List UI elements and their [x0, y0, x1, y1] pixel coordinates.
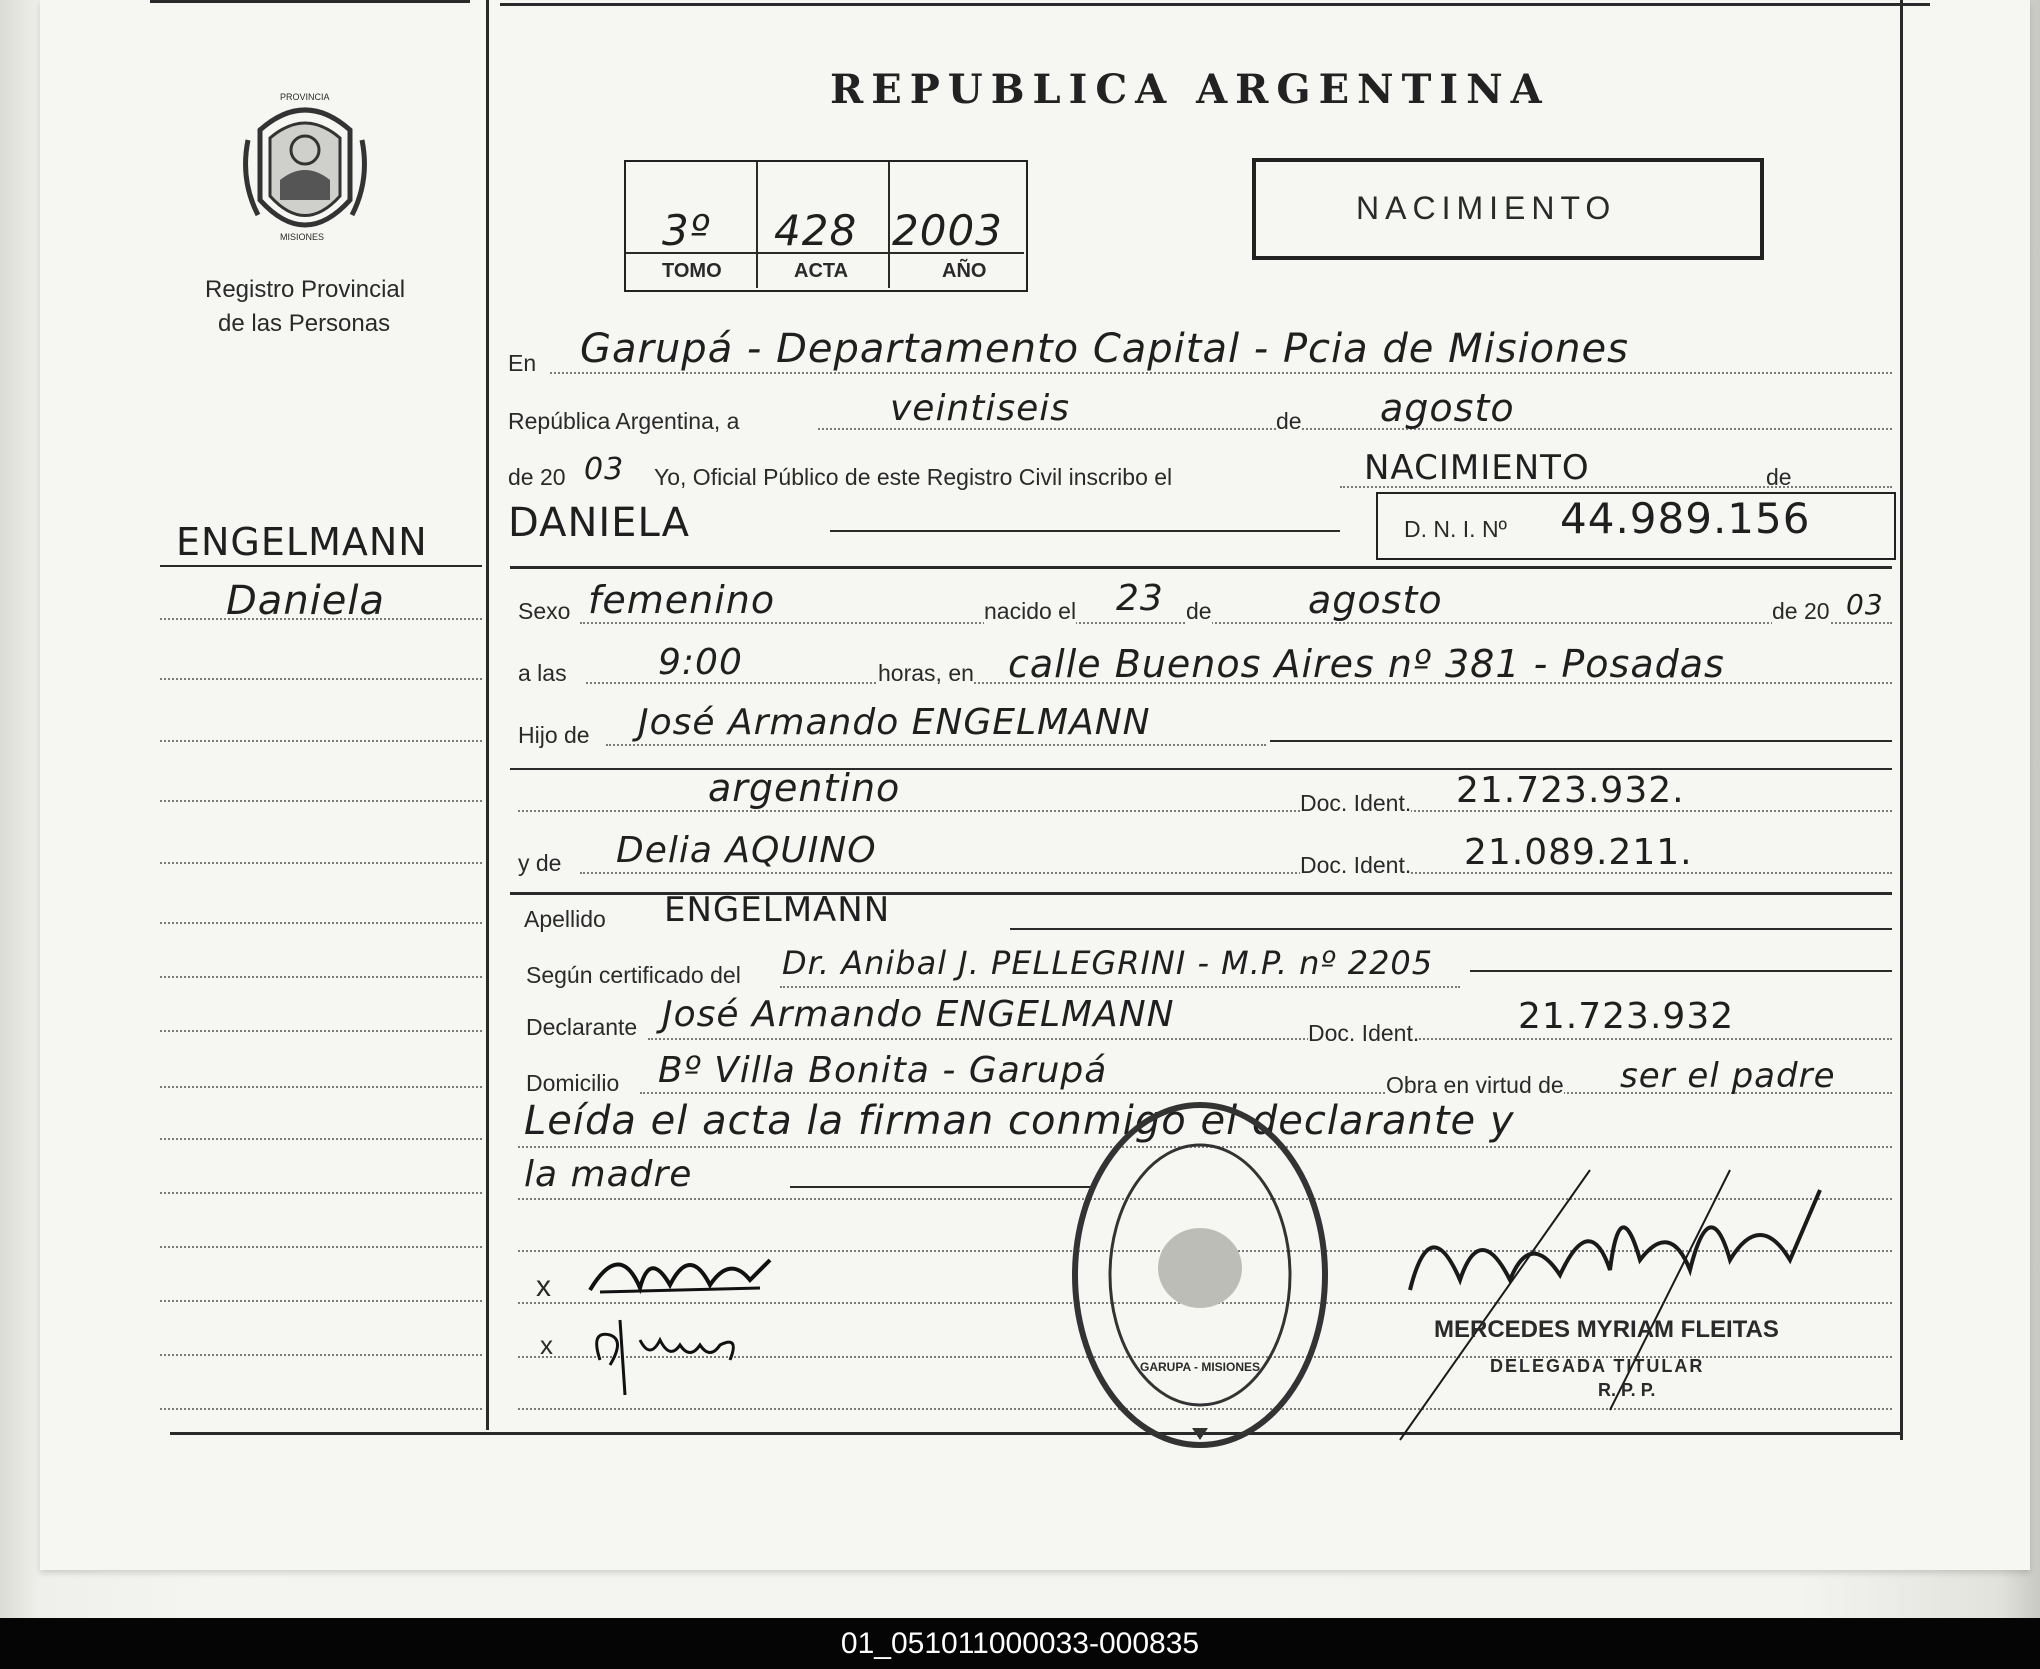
child-name-rule: [830, 530, 1340, 532]
birth-month: agosto: [1308, 578, 1443, 622]
row-dotted-line: [518, 810, 1892, 812]
margin-dotted-rule: [160, 976, 482, 978]
y-de-label: y de: [518, 850, 562, 876]
acta-label: ACTA: [794, 260, 849, 282]
signature-x-2: x: [540, 1330, 553, 1360]
yo-text: Yo, Oficial Público de este Registro Civil inscribo el: [654, 464, 1173, 490]
officer-name: MERCEDES MYRIAM FLEITAS: [1434, 1316, 1779, 1343]
birth-year-prefix: de 20: [1772, 598, 1830, 624]
birth-year-hand: 03: [1846, 588, 1884, 621]
row-dotted-line: [550, 372, 1892, 374]
margin-dotted-rule: [160, 1138, 482, 1140]
obra-label: Obra en virtud de: [1386, 1072, 1564, 1098]
margin-dotted-rule: [160, 1246, 482, 1248]
signature-x-1: x: [536, 1270, 551, 1303]
day-words: veintiseis: [890, 388, 1071, 429]
registry-seal: [1060, 1090, 1340, 1460]
row-dotted-line: [606, 744, 1266, 746]
certificate-sheet: [40, 0, 2030, 1570]
birth-place: calle Buenos Aires nº 381 - Posadas: [1008, 642, 1725, 686]
apellido-value: ENGELMANN: [664, 890, 891, 930]
domicilio-label: Domicilio: [526, 1070, 620, 1096]
month-value: agosto: [1380, 386, 1515, 430]
tomo-value: 3º: [662, 206, 711, 255]
record-box-divider-2: [888, 162, 890, 288]
declarante-value: José Armando ENGELMANN: [662, 994, 1175, 1035]
declarante-doc-label: Doc. Ident.: [1308, 1020, 1420, 1046]
anio-label: AÑO: [942, 260, 987, 282]
dni-label: D. N. I. Nº: [1404, 516, 1507, 542]
margin-dotted-rule: [160, 1192, 482, 1194]
anio-value: 2003: [892, 206, 1003, 255]
margin-dotted-rule: [160, 1086, 482, 1088]
margin-dotted-rule: [160, 1300, 482, 1302]
margin-dotted-rule: [160, 800, 482, 802]
horas-label: horas, en: [878, 660, 974, 686]
republica-label: República Argentina, a: [508, 408, 740, 434]
margin-dotted-rule: [160, 1354, 482, 1356]
row-dotted-line: [1340, 486, 1892, 488]
mother-signature: [580, 1300, 810, 1410]
father-nationality: argentino: [708, 766, 901, 810]
margin-dotted-rule: [160, 618, 482, 620]
record-box-divider-1: [756, 162, 758, 288]
place-value: Garupá - Departamento Capital - Pcia de Misiones: [580, 326, 1629, 372]
mother-doc: 21.089.211.: [1464, 832, 1693, 873]
margin-dotted-rule: [160, 740, 482, 742]
nacido-label: nacido el: [984, 598, 1077, 624]
certificate-rule: [1470, 970, 1892, 972]
year-prefix: de 20: [508, 464, 566, 490]
de-label-birth: de: [1186, 598, 1212, 624]
margin-surname-rule: [160, 565, 482, 567]
tomo-label: TOMO: [662, 260, 722, 282]
hour-value: 9:00: [658, 642, 743, 683]
emblem-text-bottom: MISIONES: [280, 232, 325, 242]
officer-signature: [1370, 1150, 1930, 1450]
sexo-label: Sexo: [518, 598, 571, 624]
father-name: José Armando ENGELMANN: [638, 702, 1151, 743]
sexo-value: femenino: [588, 578, 776, 622]
inscribo-value: NACIMIENTO: [1364, 448, 1590, 488]
father-doc-label: Doc. Ident.: [1300, 790, 1412, 816]
top-rule-right: [500, 3, 1930, 6]
closing-line-2: la madre: [524, 1154, 693, 1195]
emblem-text-top: PROVINCIA: [280, 92, 330, 102]
file-id-bar: [0, 1618, 2040, 1669]
country-title: REPUBLICA ARGENTINA: [830, 66, 1550, 113]
en-label: En: [508, 350, 537, 376]
acta-value: 428: [774, 206, 858, 255]
mother-name: Delia AQUINO: [616, 830, 877, 871]
section-rule: [510, 566, 1892, 569]
domicilio-value: Bº Villa Bonita - Garupá: [658, 1050, 1108, 1091]
birth-day: 23: [1116, 578, 1164, 619]
seal-place: GARUPA - MISIONES: [1140, 1360, 1261, 1374]
officer-office: R. P. P.: [1598, 1380, 1656, 1400]
margin-given-name: Daniela: [226, 578, 386, 624]
row-dotted-line: [580, 872, 1892, 874]
row-dotted-line: [580, 622, 1892, 624]
father-name-rule: [1270, 740, 1892, 742]
margin-dotted-rule: [160, 1030, 482, 1032]
margin-dotted-rule: [160, 922, 482, 924]
row-dotted-line: [648, 1038, 1892, 1040]
de-label-inscribo: de: [1766, 464, 1792, 490]
declarante-label: Declarante: [526, 1014, 638, 1040]
province-emblem: [240, 90, 370, 250]
margin-surname: ENGELMANN: [176, 520, 428, 564]
declarante-doc: 21.723.932: [1518, 996, 1735, 1037]
margin-dotted-rule: [160, 678, 482, 680]
obra-value: ser el padre: [1620, 1056, 1836, 1096]
a-las-label: a las: [518, 660, 567, 686]
father-doc: 21.723.932.: [1456, 770, 1685, 811]
apellido-label: Apellido: [524, 906, 606, 932]
margin-dotted-rule: [160, 862, 482, 864]
top-rule-left: [150, 0, 470, 3]
file-id: 01_051011000033-000835: [840, 1626, 1200, 1660]
office-line-2: de las Personas: [218, 310, 391, 337]
hijo-label: Hijo de: [518, 722, 590, 748]
act-type-label: NACIMIENTO: [1356, 190, 1617, 226]
segun-label: Según certificado del: [526, 962, 741, 988]
child-name: DANIELA: [508, 500, 691, 546]
closing-line-1: Leída el acta la firman conmigo el declarante y: [524, 1098, 1515, 1144]
certificate-value: Dr. Anibal J. PELLEGRINI - M.P. nº 2205: [782, 944, 1434, 982]
year-hand: 03: [584, 452, 625, 487]
mother-doc-label: Doc. Ident.: [1300, 852, 1412, 878]
de-label-month: de: [1276, 408, 1302, 434]
margin-dotted-rule: [160, 1408, 482, 1410]
officer-title: DELEGADA TITULAR: [1490, 1356, 1705, 1376]
dni-value: 44.989.156: [1560, 494, 1811, 543]
office-line-1: Registro Provincial: [205, 276, 406, 303]
column-divider-top: [486, 0, 489, 1430]
